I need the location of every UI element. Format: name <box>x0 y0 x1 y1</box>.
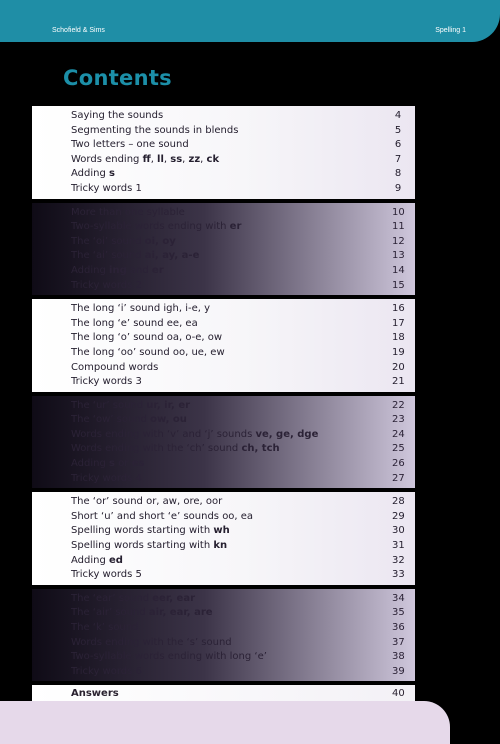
contents-row[interactable] <box>32 124 415 139</box>
topic-title <box>71 495 222 510</box>
contents-row[interactable] <box>32 621 415 636</box>
topic-text: Two letters – one sound <box>71 139 189 151</box>
contents-row[interactable] <box>32 413 415 428</box>
contents-row[interactable] <box>32 182 415 197</box>
page-number: 27 <box>392 472 405 484</box>
topic-text: Spelling words starting with <box>71 525 214 537</box>
topic-title <box>71 592 195 607</box>
topic-title <box>71 317 198 332</box>
spelling-pattern: eer, ear <box>152 592 196 604</box>
topic-title <box>71 279 142 294</box>
contents-row[interactable] <box>32 524 415 539</box>
topic-title <box>71 510 253 525</box>
page-number: 22 <box>392 399 405 411</box>
page-title: Contents <box>63 66 172 90</box>
contents-row[interactable] <box>32 539 415 554</box>
spelling-pattern: ur, ir, er <box>146 399 191 411</box>
contents-row[interactable] <box>32 472 415 487</box>
contents-row[interactable] <box>32 606 415 621</box>
topic-title <box>71 264 164 279</box>
contents-row[interactable] <box>32 636 415 651</box>
page-number: 5 <box>394 124 402 136</box>
topic-text: Words ending with the ‘ch’ sound <box>71 443 242 455</box>
topic-title <box>71 361 158 376</box>
topic-text: or, aw, ore, oor <box>146 496 223 508</box>
contents-row[interactable] <box>32 665 415 680</box>
topic-text: igh, i-e, y <box>163 303 211 315</box>
page-number: 24 <box>392 428 405 440</box>
page-number: 10 <box>392 206 405 218</box>
topic-title <box>71 568 142 583</box>
contents-row[interactable] <box>32 650 415 665</box>
topic-title <box>71 554 123 569</box>
spelling-pattern: oi, oy <box>144 235 176 247</box>
page-number: 18 <box>392 332 405 344</box>
contents-row[interactable] <box>32 442 415 457</box>
topic-text: Segmenting the sounds in blends <box>71 124 239 136</box>
page-number: 28 <box>392 496 405 508</box>
spelling-pattern: ve, ge, dge <box>255 428 319 440</box>
page-number: 40 <box>392 688 405 700</box>
topic-title <box>71 182 142 197</box>
topic-title <box>71 413 187 428</box>
page-number: 12 <box>392 235 405 247</box>
topic-text: Two-syllable words ending with long ‘e’ <box>71 651 267 663</box>
contents-row[interactable] <box>32 206 415 221</box>
contents-group <box>32 396 415 489</box>
topic-title <box>71 442 280 457</box>
page-number: 16 <box>392 303 405 315</box>
contents-row[interactable] <box>32 109 415 124</box>
topic-text: Tricky words 4 <box>71 472 142 484</box>
topic-text: The ‘air’ sound <box>71 607 149 619</box>
topic-text: Tricky words 1 <box>71 182 142 194</box>
topic-text: Compound words <box>71 361 159 373</box>
topic-text: The ‘ow’ sound <box>71 414 151 426</box>
contents-row[interactable] <box>32 302 415 317</box>
topic-title <box>71 302 210 317</box>
spelling-pattern: ch, tch <box>241 443 280 455</box>
topic-title <box>71 621 138 636</box>
topic-text: , <box>150 153 158 165</box>
topic-text: , <box>200 153 207 165</box>
topic-title <box>71 665 142 680</box>
topic-text: oo, ue, ew <box>172 346 225 358</box>
contents-row[interactable] <box>32 220 415 235</box>
contents-group <box>32 299 415 392</box>
page-number: 7 <box>394 153 402 165</box>
contents-row[interactable] <box>32 592 415 607</box>
contents-row[interactable] <box>32 568 415 583</box>
contents-row[interactable] <box>32 510 415 525</box>
contents-row[interactable] <box>32 361 415 376</box>
contents-row[interactable] <box>32 375 415 390</box>
spelling-pattern: er <box>151 264 164 276</box>
topic-text: , <box>163 153 171 165</box>
page-number: 32 <box>392 554 405 566</box>
topic-text: Adding <box>71 264 110 276</box>
topic-text: ee, ea <box>166 317 198 329</box>
page-number: 8 <box>394 168 402 180</box>
spelling-pattern: s <box>109 458 115 470</box>
book-title: Spelling 1 <box>435 27 466 34</box>
page-number: 39 <box>392 665 405 677</box>
contents-row[interactable] <box>32 687 415 702</box>
topic-text: Spelling words starting with <box>71 540 214 552</box>
topic-text: Words ending <box>71 153 143 165</box>
topic-text: The long ‘i’ sound <box>71 303 164 315</box>
topic-text: Two-syllable words ending with <box>71 221 230 233</box>
topic-text: Tricky words 3 <box>71 376 142 388</box>
topic-title <box>71 153 219 168</box>
topic-title <box>71 539 227 554</box>
page-number: 20 <box>392 361 405 373</box>
topic-title <box>71 375 142 390</box>
topic-title <box>71 606 213 621</box>
page-number: 37 <box>392 636 405 648</box>
topic-text: Adding <box>71 458 110 470</box>
contents-table <box>32 106 415 707</box>
topic-title <box>71 636 232 651</box>
topic-text: Tricky words 5 <box>71 569 142 581</box>
topic-title <box>71 249 199 264</box>
contents-group <box>32 106 415 199</box>
topic-title <box>71 220 241 235</box>
topic-text: and <box>126 264 152 276</box>
topic-title <box>71 524 230 539</box>
contents-row[interactable] <box>32 399 415 414</box>
topic-title <box>71 109 163 124</box>
page-number: 33 <box>392 569 405 581</box>
topic-text: , <box>182 153 189 165</box>
topic-text: The ‘ur’ sound <box>71 399 147 411</box>
topic-text: The ‘or’ sound <box>71 496 147 508</box>
spelling-pattern: ed <box>109 554 123 566</box>
page-number: 31 <box>392 540 405 552</box>
spelling-pattern: ow, ou <box>150 414 187 426</box>
page-number: 38 <box>392 651 405 663</box>
contents-row[interactable] <box>32 235 415 250</box>
page-number: 4 <box>394 110 402 121</box>
header-bar <box>0 0 500 42</box>
publisher-name: Schofield & Sims <box>52 27 105 34</box>
topic-text: oo, ea <box>222 510 254 522</box>
topic-title <box>71 346 225 361</box>
topic-text: The long ‘oo’ sound <box>71 346 173 358</box>
contents-row[interactable] <box>32 457 415 472</box>
topic-title <box>71 206 185 221</box>
spelling-pattern: ai, ay, a-e <box>144 250 200 262</box>
contents-group <box>32 589 415 682</box>
page-number: 6 <box>394 139 402 151</box>
topic-title <box>71 124 238 139</box>
topic-title <box>71 687 119 702</box>
topic-text: or <box>114 458 132 470</box>
topic-text: The ‘k’ sound <box>71 622 139 633</box>
contents-row[interactable] <box>32 331 415 346</box>
page-number: 19 <box>392 346 405 358</box>
topic-title <box>71 650 267 665</box>
page-number: 11 <box>392 221 405 233</box>
topic-text: The ‘ai’ sound <box>71 250 145 262</box>
topic-text: Short ‘u’ and short ‘e’ sounds <box>71 510 223 522</box>
page-number: 14 <box>392 264 405 276</box>
contents-row[interactable] <box>32 153 415 168</box>
page-number: 17 <box>392 317 405 329</box>
contents-row[interactable] <box>32 495 415 510</box>
spelling-pattern: er <box>229 221 242 233</box>
contents-row[interactable] <box>32 264 415 279</box>
page-number: 13 <box>392 250 405 262</box>
topic-title <box>71 235 176 250</box>
topic-text: Tricky words 2 <box>71 279 142 291</box>
topic-text: The long ‘e’ sound <box>71 317 167 329</box>
topic-title <box>71 167 115 182</box>
topic-text: oa, o-e, ow <box>166 332 223 344</box>
topic-text: Adding <box>71 168 110 180</box>
page-number: 9 <box>394 182 402 194</box>
page-number: 21 <box>392 376 405 388</box>
topic-text: Tricky words 6 <box>71 665 142 677</box>
spelling-pattern: ck <box>206 153 220 165</box>
contents-row[interactable] <box>32 317 415 332</box>
topic-title <box>71 472 142 487</box>
page-number: 30 <box>392 525 405 537</box>
spelling-pattern: wh <box>213 525 230 537</box>
page-number: 15 <box>392 279 405 291</box>
page-number: 25 <box>392 443 405 455</box>
topic-text: The ‘ear’ sound <box>71 592 153 604</box>
spelling-pattern: air, ear, are <box>148 607 213 619</box>
topic-title <box>71 331 222 346</box>
contents-row[interactable] <box>32 346 415 361</box>
topic-text: Saying the sounds <box>71 110 164 121</box>
spelling-pattern: ll <box>157 153 164 165</box>
contents-row[interactable] <box>32 428 415 443</box>
topic-title <box>71 428 318 443</box>
topic-text: Adding <box>71 554 110 566</box>
spelling-pattern: kn <box>213 540 228 552</box>
contents-row[interactable] <box>32 167 415 182</box>
topic-text: More than one syllable <box>71 206 185 218</box>
topic-title <box>71 457 144 472</box>
page-number: 36 <box>392 622 405 633</box>
topic-title <box>71 138 189 153</box>
topic-title <box>71 399 190 414</box>
topic-text: Answers <box>71 688 119 700</box>
contents-row[interactable] <box>32 279 415 294</box>
page-number: 26 <box>392 458 405 470</box>
spelling-pattern: zz <box>188 153 201 165</box>
page-number: 34 <box>392 592 405 604</box>
topic-text: The long ‘o’ sound <box>71 332 167 344</box>
contents-row[interactable] <box>32 138 415 153</box>
spelling-pattern: ing <box>109 264 127 276</box>
contents-row[interactable] <box>32 554 415 569</box>
bottom-panel <box>0 701 450 744</box>
contents-group <box>32 492 415 585</box>
topic-text: Words ending with the ‘s’ sound <box>71 636 232 648</box>
spelling-pattern: s <box>109 168 115 180</box>
spelling-pattern: es <box>131 458 145 470</box>
page-number: 29 <box>392 510 405 522</box>
contents-group <box>32 203 415 296</box>
contents-row[interactable] <box>32 249 415 264</box>
topic-text: Words ending with ‘v’ and ‘j’ sounds <box>71 428 256 440</box>
topic-text: The ‘oi’ sound <box>71 235 145 247</box>
spelling-pattern: ss <box>170 153 183 165</box>
page-number: 23 <box>392 414 405 426</box>
spelling-pattern: ff <box>142 153 151 165</box>
page-number: 35 <box>392 607 405 619</box>
